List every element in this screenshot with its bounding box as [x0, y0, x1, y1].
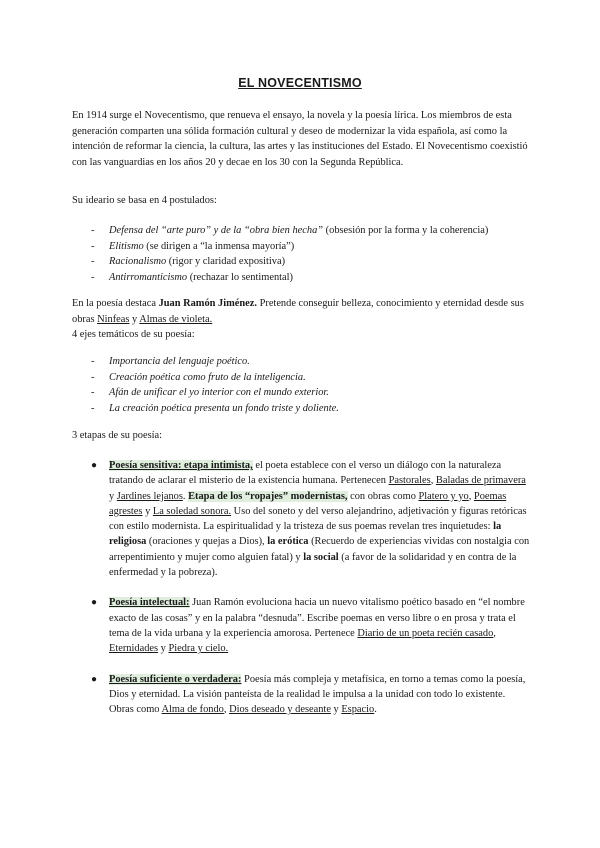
ideario-text: Su ideario se basa en 4 postulados:	[72, 195, 217, 206]
bullet-icon: ●	[91, 673, 98, 685]
etapa-intelectual: ● Poesía intelectual: Juan Ramón evoluciona hacia un nuevo vitalismo poético basado en “el nombre exacto de las cosas” y en la palabra “desnuda”. Escribe poemas en verso libre o en prosa y trata el tema de la vida urbana y la experiencia amorosa. Pertenece Diario de un poeta recién casado, Eternidades y Piedra y cielo.	[91, 597, 525, 655]
etapas-text: 3 etapas de su poesía:	[72, 430, 163, 441]
list-item: - Racionalismo (rigor y claridad expositiva)	[91, 256, 286, 267]
intro-text: En 1914 surge el Novecentismo, que renueva el ensayo, la novela y la poesía lírica. Los miembros de esta generación comparten una sólida formación cultural y deseo de modernizar la vida española, así como la intención de reformar la ciencia, la cultura, las artes y las instituciones del Estado. El Novecentismo coexistió con las vanguardias en los años 20 y decae en los 30 con la Segunda República.	[72, 110, 528, 168]
jrj-paragraph	[72, 296, 532, 343]
bullet-icon: ●	[91, 460, 98, 471]
etapa-suficiente: ● Poesía suficiente o verdadera: Poesía más compleja y metafísica, en torno a temas como la poesía, Dios y eternidad. La visión panteísta de la realidad le impulsa a la unidad con todo lo existente. Obras como Alma de fondo, Dios deseado y deseante y Espacio.	[91, 673, 526, 716]
ejes-list	[91, 354, 541, 416]
list-item: - La creación poética presenta un fondo triste y doliente.	[91, 402, 339, 414]
list-item: - Defensa del “arte puro” y de la “obra bien hecha” (obsesión por la forma y la coherencia)	[91, 225, 489, 236]
ejes-intro: 4 ejes temáticos de su poesía:	[72, 329, 195, 340]
page-title: EL NOVECENTISMO	[238, 76, 362, 90]
list-item: - Elitismo (se dirigen a “la inmensa mayoría”)	[91, 240, 295, 252]
list-item: - Importancia del lenguaje poético.	[91, 356, 250, 367]
etapa-sensitiva: ● Poesía sensitiva: etapa intimista, el poeta establece con el verso un diálogo con la naturaleza tratando de aclarar el misterio de la existencia humana. Pertenecen Pastorales, Baladas de primavera y Jardines lejanos. Etapa de los “ropajes” modernistas, con obras como Platero y yo, Poemas agrestes y La soledad sonora. Uso del soneto y del verso alejandrino, adjetivación y figuras retóricas con estilo modernista. La espiritualidad y la tristeza de sus poemas revelan tres inquietudes: la religiosa (oraciones y quejas a Dios), la erótica (Recuerdo de experiencias vividas con nostalgia con arrepentimiento y mujer como alguien fatal) y la social (a favor de la solidaridad y en contra de la enfermedad y la pobreza).	[91, 460, 530, 579]
intro-paragraph	[72, 108, 532, 170]
list-item: - Antirromanticismo (rechazar lo sentimental)	[91, 271, 293, 283]
bullet-icon: ●	[91, 597, 98, 609]
jrj-text: En la poesía destaca Juan Ramón Jiménez. Pretende conseguir belleza, conocimiento y eternidad desde sus obras Ninfeas y Almas de violeta.	[72, 298, 524, 325]
list-item: - Afán de unificar el yo interior con el mundo exterior.	[91, 387, 329, 398]
etapas-list	[91, 458, 531, 717]
list-item: - Creación poética como fruto de la inteligencia.	[91, 371, 306, 383]
ideario-intro	[72, 193, 532, 209]
etapas-intro	[72, 428, 532, 444]
postulados-list	[91, 223, 541, 285]
